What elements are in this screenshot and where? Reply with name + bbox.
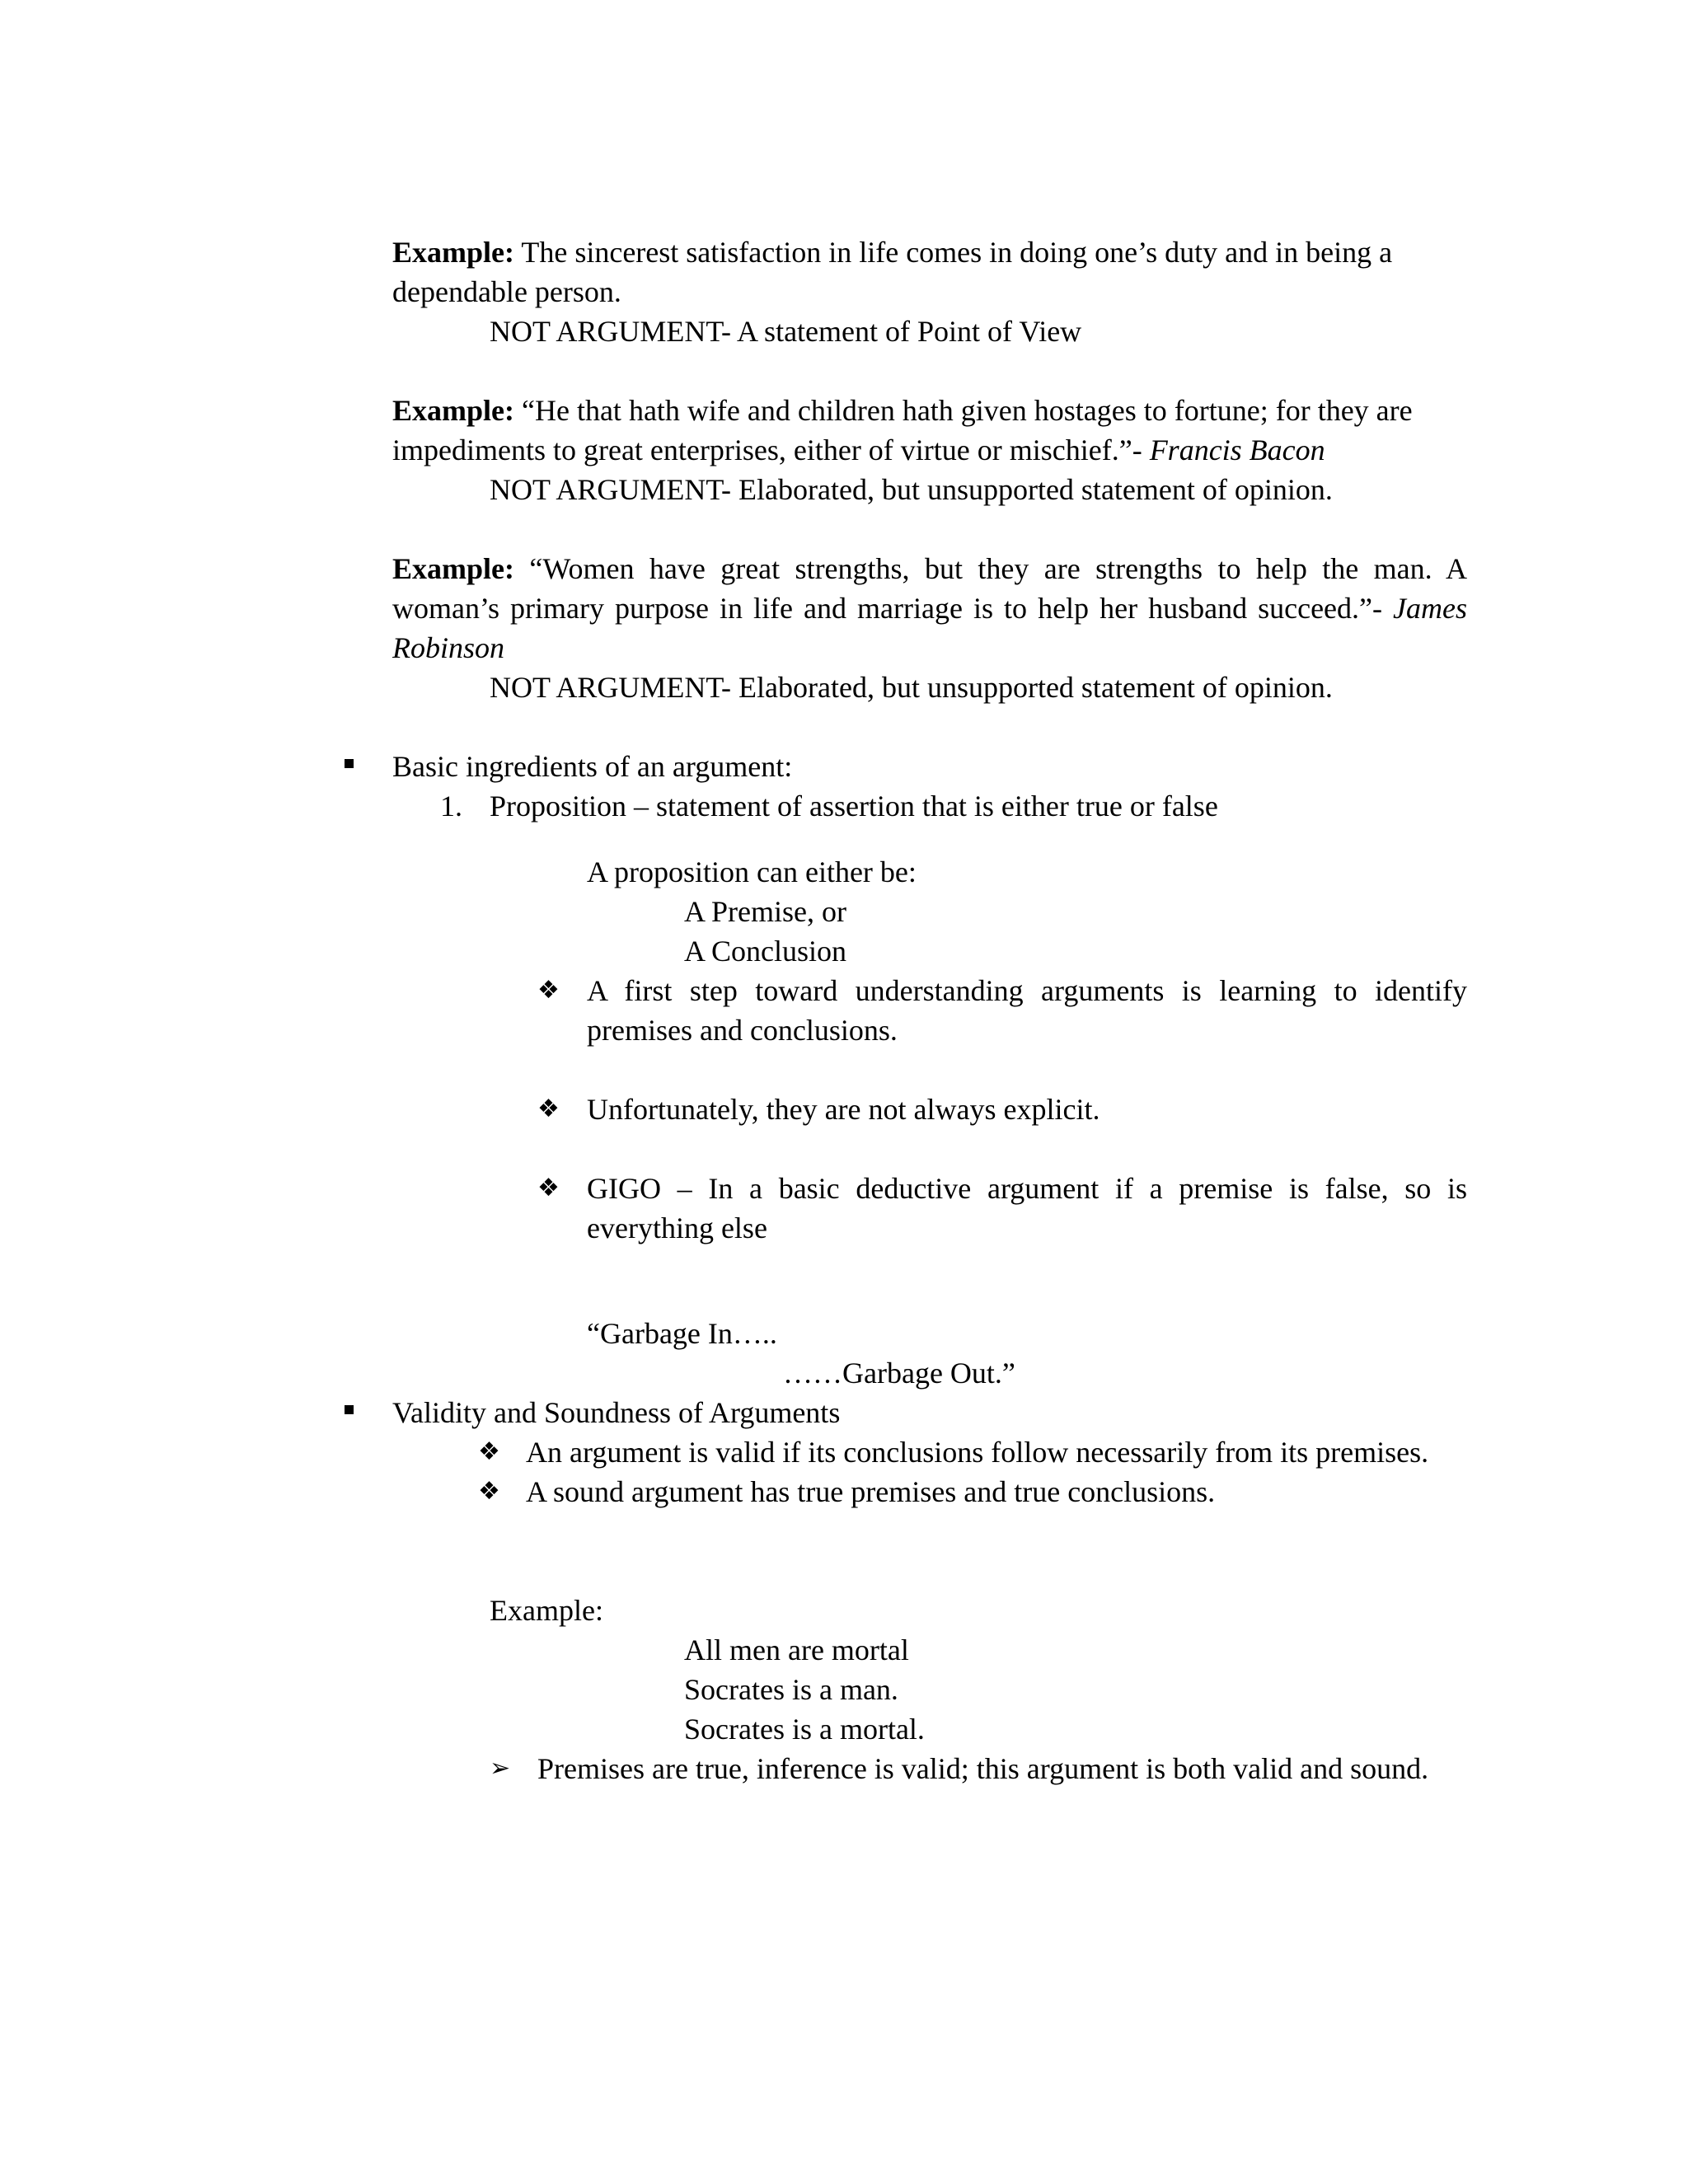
example-3-line-3 [392,628,504,668]
example-3-verdict: NOT ARGUMENT- Elaborated, but unsupported statement of opinion. [490,671,1333,704]
garbage-out: ……Garbage Out.” [783,1357,1015,1390]
example-3-text-line-1: “Women have great strengths, but they are strengths to help the man. A [529,552,1468,585]
syllogism-line-2: Socrates is a man. [684,1673,898,1706]
example-3-line-2 [392,588,1467,628]
example-2-author: Francis Bacon [1149,434,1325,466]
diamond-bullet-icon: ❖ [478,1437,500,1466]
example-label-syllogism: Example: [490,1594,603,1627]
example-3-text-line-2: woman’s primary purpose in life and marriage is to help her husband succeed.”- [392,592,1382,625]
example-1-text-part: The sincerest satisfaction in life comes in doing one’s duty and in being a [521,236,1393,269]
arrow-bullet-icon: ➢ [490,1754,511,1783]
validity-heading: Validity and Soundness of Arguments [392,1396,841,1429]
proposition-conclusion: A Conclusion [684,935,847,968]
validity-point-1: An argument is valid if its conclusions follow necessarily from its premises. [526,1436,1429,1469]
diamond-bullet-icon: ❖ [478,1477,500,1506]
syllogism-line-3: Socrates is a mortal. [684,1713,925,1746]
example-1-line-1 [392,232,1392,272]
diamond-bullet-icon: ❖ [537,1094,560,1123]
diamond-bullet-icon: ❖ [537,976,560,1005]
point-3-line-1: GIGO – In a basic deductive argument if a premise is false, so is [587,1172,1467,1205]
example-3-line-1 [392,549,1467,588]
proposition-premise: A Premise, or [684,895,846,928]
example-2-line-1 [392,391,1413,430]
example-2-text-part: “He that hath wife and children hath given hostages to fortune; for they are [522,394,1413,427]
example-2-line-2 [392,430,1325,470]
ingredients-item-number: 1. [440,790,462,823]
ingredients-item-text: Proposition – statement of assertion that is either true or false [490,790,1218,823]
garbage-in: “Garbage In….. [587,1317,777,1350]
example-3-author-first: James [1393,592,1467,625]
example-1-line-2: dependable person. [392,275,621,308]
validity-point-2: A sound argument has true premises and true conclusions. [526,1475,1216,1508]
example-2-text-part: impediments to great enterprises, either of virtue or mischief.”- [392,434,1142,466]
example-2-verdict: NOT ARGUMENT- Elaborated, but unsupported statement of opinion. [490,473,1333,506]
syllogism-line-1: All men are mortal [684,1633,909,1666]
example-3-author-last: Robinson [392,631,505,664]
square-bullet-icon [345,1405,354,1414]
validity-conclusion: Premises are true, inference is valid; this argument is both valid and sound. [537,1752,1429,1785]
point-2-line-1: Unfortunately, they are not always explicit. [587,1093,1100,1126]
point-3-line-2: everything else [587,1212,767,1244]
point-1-line-1: A first step toward understanding arguments is learning to identify [587,974,1467,1007]
diamond-bullet-icon: ❖ [537,1174,560,1202]
square-bullet-icon [345,759,354,768]
example-label: Example: [392,552,514,585]
example-label: Example: [392,394,514,427]
ingredients-heading: Basic ingredients of an argument: [392,750,793,783]
example-1-verdict: NOT ARGUMENT- A statement of Point of View [490,315,1082,348]
proposition-intro: A proposition can either be: [587,855,917,888]
example-label: Example: [392,236,514,269]
point-1-line-2: premises and conclusions. [587,1014,898,1047]
